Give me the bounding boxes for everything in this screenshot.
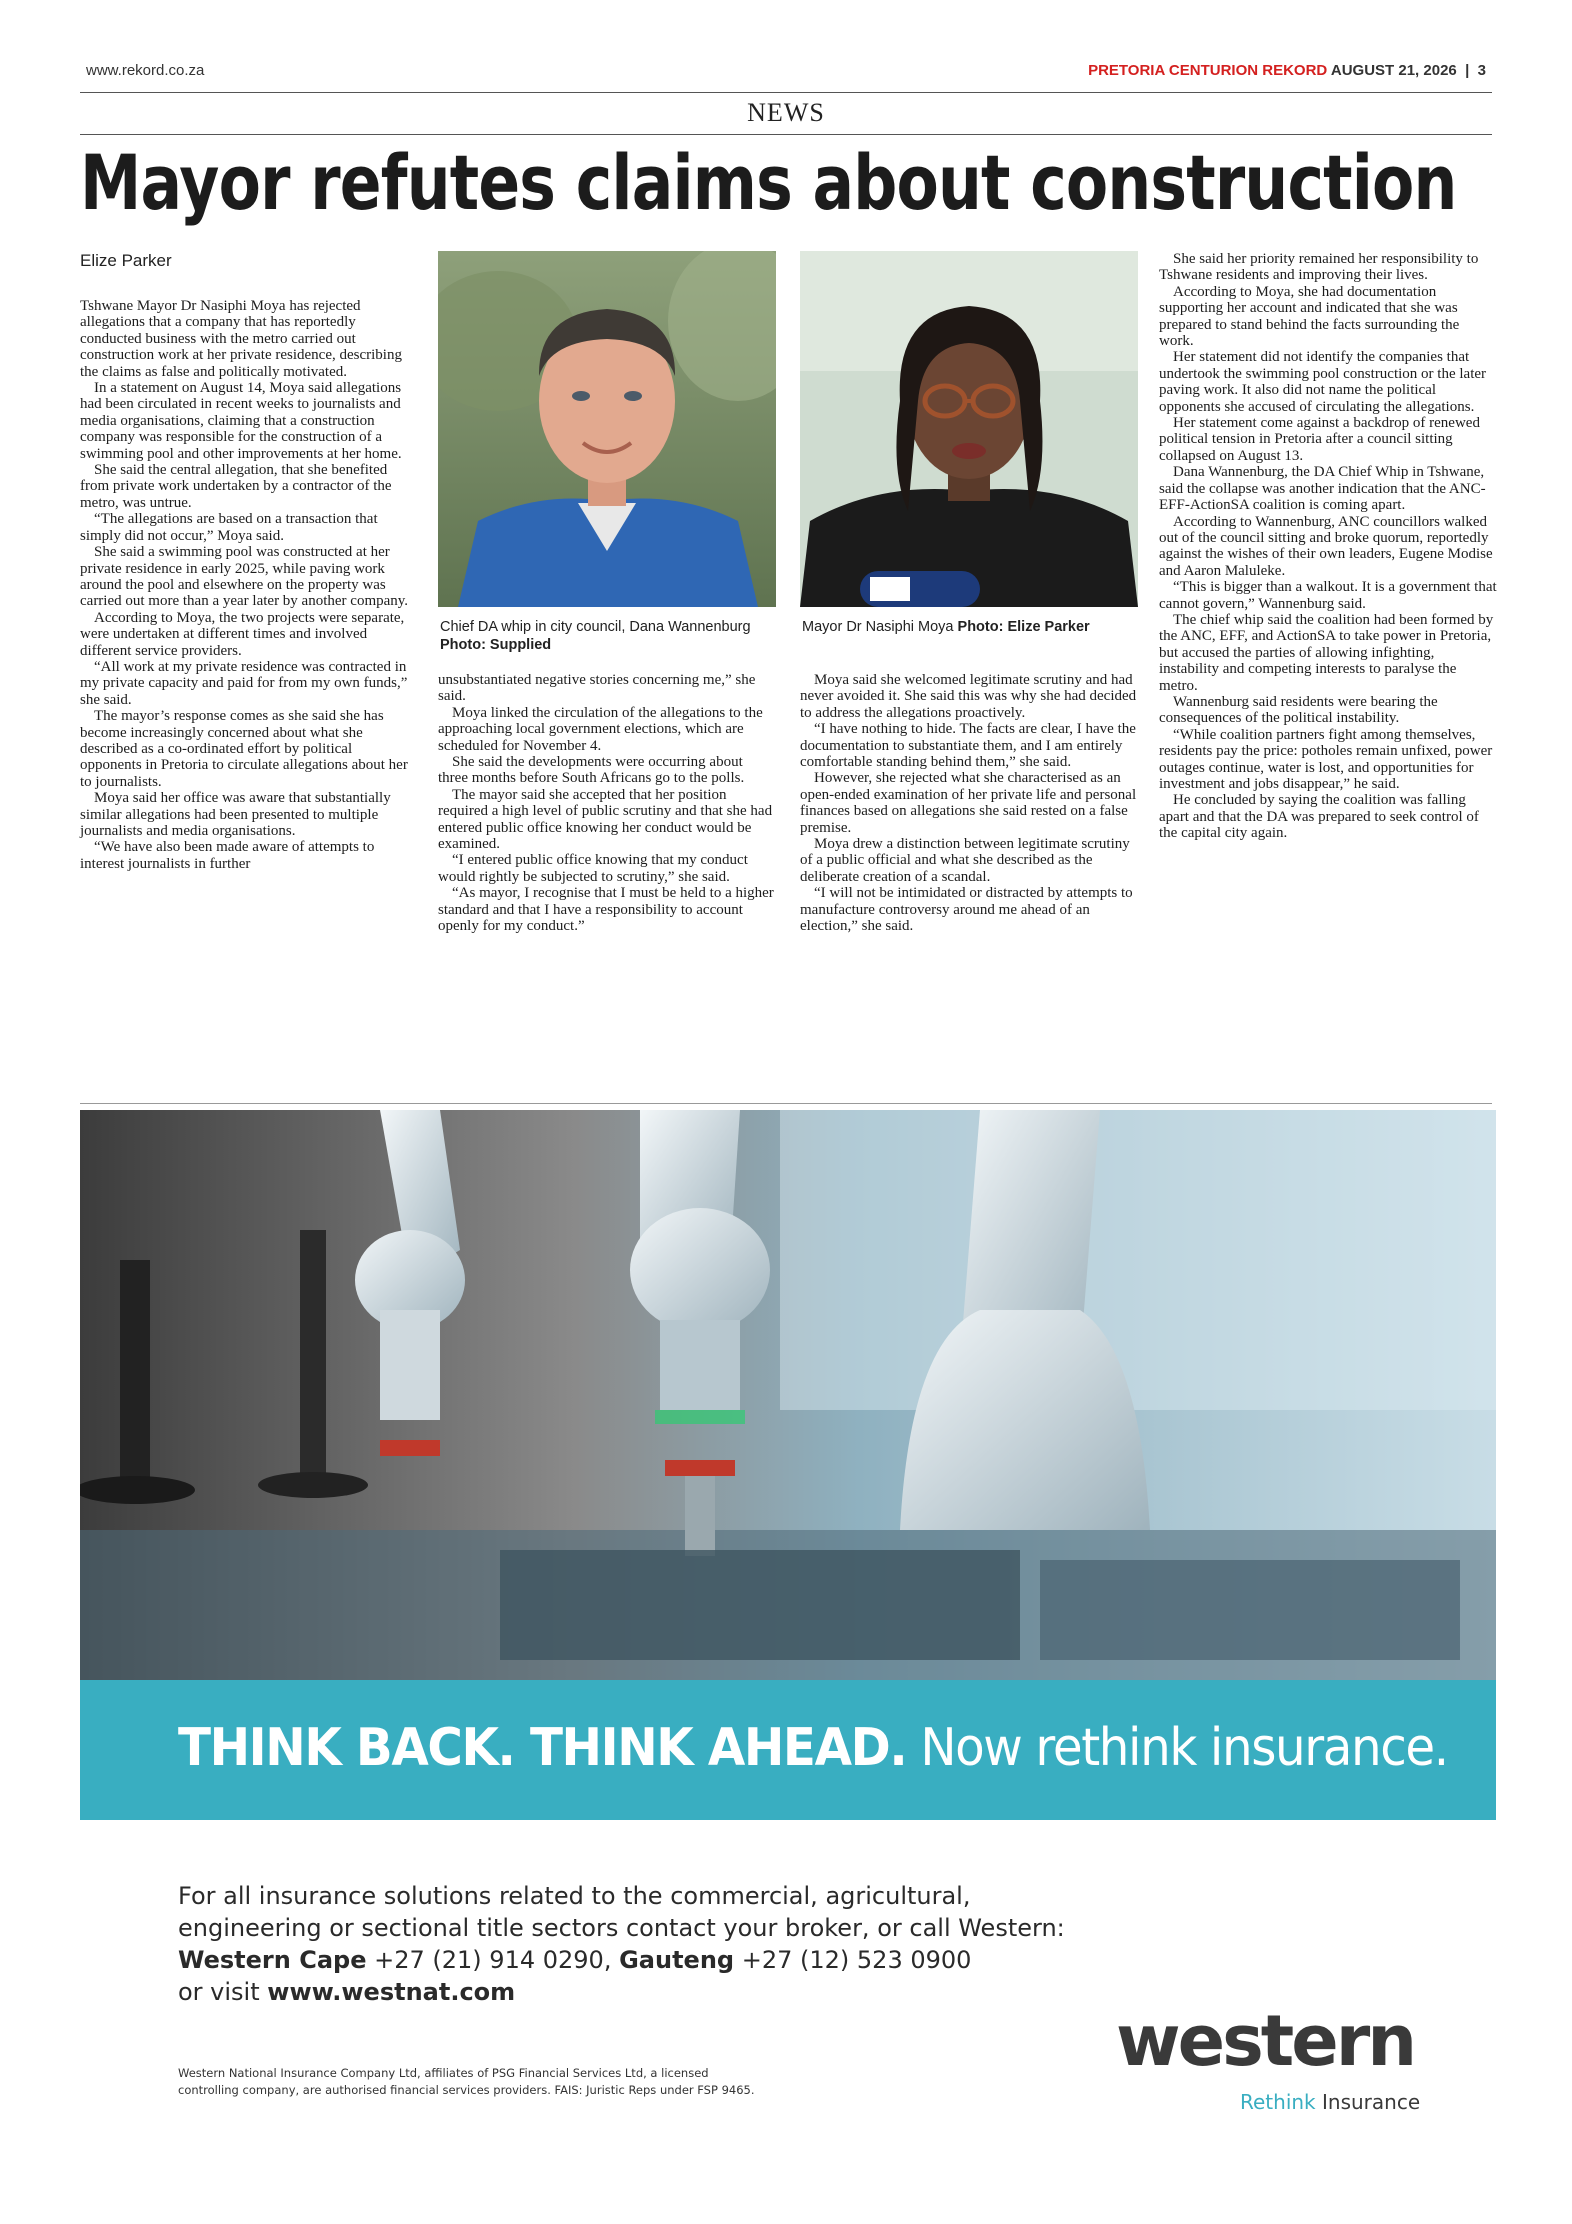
paragraph: She said the developments were occurring about three months before South Africans go to the polls. (438, 754, 745, 787)
paragraph: She said a swimming pool was constructed at her private residence in early 2025, while paving work around the pool and elsewhere on the property was carried out more than a year later by another company. (80, 544, 409, 610)
advert-rule (80, 1103, 1492, 1104)
caption-text: Mayor Dr Nasiphi Moya (802, 619, 954, 635)
paragraph: The mayor’s response comes as she said she has become increasingly concerned about what she described as a co-ordinated effort by political opponents in Pretoria to circulate allegations about her to journalists. (80, 708, 408, 790)
paragraph: “I have nothing to hide. The facts are clear, I have the documentation to substantiate them, and I am entirely comfortable standing behind them,” she said. (800, 721, 1136, 771)
advert-copy (178, 1880, 1065, 2008)
website-line (178, 1976, 1065, 2008)
tagline-bold: THINK BACK. THINK AHEAD. (178, 1718, 907, 1778)
paragraph: unsubstantiated negative stories concerning me,” she said. (438, 672, 756, 705)
paragraph: Moya linked the circulation of the allegations to the approaching local government elections, which are scheduled for November 4. (438, 704, 763, 754)
advert-tagline (178, 1718, 1448, 1778)
section-rule (80, 134, 1492, 135)
logo-tag-rest: Insurance (1322, 2090, 1421, 2114)
paragraph: She said her priority remained her responsibility to Tshwane residents and improving their lives. (1159, 251, 1479, 284)
photo-nasiphi-moya (800, 251, 1138, 607)
paragraph: According to Moya, the two projects were separate, were undertaken at different times and involved different service providers. (80, 609, 405, 659)
photo-caption-1 (440, 618, 760, 654)
photo-dana-wannenburg (438, 251, 776, 607)
photo-credit: Photo: Elize Parker (957, 619, 1090, 635)
paragraph: He concluded by saying the coalition was falling apart and that the DA was prepared to seek control of the capital city again. (1159, 792, 1479, 842)
logo-tag-accent: Rethink (1240, 2090, 1316, 2114)
top-rule (80, 92, 1492, 93)
paragraph: Her statement come against a backdrop of renewed political tension in Pretoria after a council sitting collapsed on August 13. (1159, 415, 1480, 464)
contact-line (178, 1944, 1065, 1976)
paragraph: Moya drew a distinction between legitimate scrutiny of a public official and what she described as the deliberate creation of a scandal. (800, 836, 1130, 885)
paragraph: Moya said she welcomed legitimate scrutiny and had never avoided it. She said this was why she had decided to address the allegations proactively. (800, 672, 1137, 721)
western-logo: western (1116, 2000, 1415, 2082)
paragraph: Tshwane Mayor Dr Nasiphi Moya has rejected allegations that a company that has reportedly conducted business with the metro carried out construction work at her private residence, describing the claims as false and politically motivated. (80, 298, 402, 380)
paragraph: “I will not be intimidated or distracted by attempts to manufacture controversy around me ahead of an election,” she said. (800, 885, 1133, 935)
copy-line: engineering or sectional title sectors contact your broker, or call Western: (178, 1914, 1065, 1942)
separator: | (1465, 62, 1470, 79)
paragraph: “I entered public office knowing that my conduct would rightly be subjected to scrutiny,” she said. (438, 852, 748, 885)
article-column-1 (80, 298, 410, 872)
article-column-4 (1159, 251, 1497, 842)
legal-line: controlling company, are authorised financial services providers. FAIS: Juristic Reps under FSP 9465. (178, 2083, 755, 2097)
caption-text: Chief DA whip in city council, Dana Wannenburg (440, 619, 751, 635)
website-url: www.rekord.co.za (86, 62, 205, 79)
paragraph: The chief whip said the coalition had been formed by the ANC, EFF, and ActionSA to take power in Pretoria, but accused the parties of allowing infighting, instability and competing interests to paralyse the metro. (1159, 611, 1494, 694)
visit-prefix: or visit (178, 1978, 260, 2006)
paragraph: “While coalition partners fight among themselves, residents pay the price: potholes remain unfixed, power outages continue, water is lost, and opportunities for investment and jobs disappear,” he said. (1159, 726, 1493, 792)
paragraph: “All work at my private residence was contracted in my private capacity and paid for from my own funds,” she said. (80, 658, 408, 708)
paragraph: Moya said her office was aware that substantially similar allegations had been presented to multiple journalists and media organisations. (80, 790, 391, 839)
advert-legal-text (178, 2065, 755, 2099)
paragraph: According to Moya, she had documentation supporting her account and indicated that she was prepared to stand behind the facts surrounding the work. (1159, 283, 1460, 350)
paragraph: In a statement on August 14, Moya said allegations had been circulated in recent weeks to journalists and media organisations, claiming that a construction company was responsible for the construction of a swimming pool and other improvements at her home. (80, 380, 402, 462)
paragraph: “As mayor, I recognise that I must be held to a higher standard and that I have a responsibility to account openly for my conduct.” (438, 885, 774, 935)
paragraph: Dana Wannenburg, the DA Chief Whip in Tshwane, said the collapse was another indication that the ANC-EFF-ActionSA coalition is coming apart. (1159, 464, 1486, 514)
paragraph: “The allegations are based on a transaction that simply did not occur,” Moya said. (80, 511, 378, 544)
advert-website-link[interactable]: www.westnat.com (267, 1978, 516, 2006)
headline: Mayor refutes claims about construction (80, 138, 1457, 227)
advert-tagline-band (80, 1680, 1496, 1820)
region-label: Western Cape (178, 1946, 367, 1974)
paragraph: Wannenburg said residents were bearing the consequences of the political instability. (1159, 693, 1438, 727)
paragraph: Her statement did not identify the companies that undertook the swimming pool construction or the later paving work. It also did not name the political opponents she accused of circulating the allegations. (1159, 349, 1487, 415)
phone-number[interactable]: +27 (21) 914 0290, (374, 1946, 612, 1974)
photo-credit: Photo: Supplied (440, 637, 552, 653)
article-column-2 (438, 672, 776, 935)
paragraph: The mayor said she accepted that her position required a high level of public scrutiny and that she had entered public office knowing her conduct would be examined. (438, 786, 773, 853)
western-logo-tagline (1240, 2090, 1420, 2114)
issue-date: AUGUST 21, 2026 (1330, 62, 1457, 79)
page-number: 3 (1477, 62, 1486, 79)
paragraph: According to Wannenburg, ANC councillors walked out of the council sitting and broke quorum, reportedly against the wishes of their own leaders, Eugene Modise and Aaron Maluleke. (1159, 513, 1493, 579)
paragraph: She said the central allegation, that she benefited from private work undertaken by a contractor of the metro, was untrue. (80, 462, 392, 511)
paragraph: However, she rejected what she characterised as an open-ended examination of her private life and personal finances based on allegations she said rested on a false premise. (800, 770, 1137, 836)
page-header-info (1088, 62, 1486, 79)
legal-line: Western National Insurance Company Ltd, affiliates of PSG Financial Services Ltd, a licensed (178, 2066, 709, 2080)
byline: Elize Parker (80, 251, 172, 270)
paragraph: “We have also been made aware of attempts to interest journalists in further (80, 839, 375, 872)
photo-caption-2 (802, 618, 1102, 636)
article-column-3 (800, 672, 1138, 935)
section-label: NEWS (747, 98, 825, 127)
advert-image-robot-arms (80, 1110, 1496, 1680)
phone-number[interactable]: +27 (12) 523 0900 (741, 1946, 972, 1974)
copy-line: For all insurance solutions related to the commercial, agricultural, (178, 1882, 971, 1910)
tagline-light: Now rethink insurance. (920, 1718, 1448, 1778)
insurance-advert (80, 1110, 1496, 2190)
publication-name: PRETORIA CENTURION REKORD (1088, 62, 1328, 79)
paragraph: “This is bigger than a walkout. It is a government that cannot govern,” Wannenburg said. (1159, 579, 1497, 612)
region-label: Gauteng (619, 1946, 735, 1974)
